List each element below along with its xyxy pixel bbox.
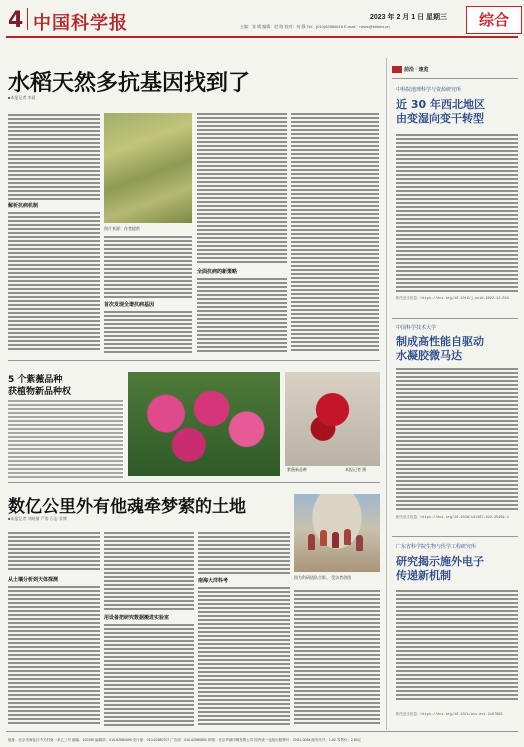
research-photo-caption: 图为科研团队合影。 受访者供图: [294, 575, 352, 580]
person-figure: [308, 534, 315, 550]
rice-subhead-3: 全面抗病的新策略: [197, 269, 238, 275]
dateline: 2023 年 2 月 1 日 星期三: [370, 14, 448, 21]
sidebar-item1-doi: 相关论文信息：https://doi.org/10.1016/j.scib.2022.12.024: [396, 297, 509, 301]
research-body-col2-b: [104, 624, 194, 726]
contact-line: 主编：张 晴 编辑：赵 路 校对：何 静 Tel：(010)62580618 E-mail：news@stimes.cn: [240, 24, 390, 29]
person-figure: [332, 532, 339, 548]
research-body-col1-b: [8, 586, 100, 726]
column-label-marker: [392, 66, 402, 73]
sidebar-item2-doi: 相关论文信息：https://doi.org/10.1038/s41467-022-35459-4: [396, 516, 509, 520]
research-body-col1-a: [8, 532, 100, 572]
flower-headline-line2: 获植物新品种权: [8, 387, 72, 397]
research-body-col3-b: [198, 587, 290, 726]
sidebar-column-label: 前沿 · 速览: [404, 67, 429, 73]
rice-body-col2-a: [104, 236, 192, 298]
sidebar-item3-headline-line1: 研究揭示施外电子: [396, 555, 484, 568]
section-divider-2: [8, 482, 380, 483]
masthead-divider: [27, 8, 28, 30]
sidebar-item2-body: [396, 368, 518, 512]
research-body-col4: [294, 590, 380, 726]
sidebar-item2-headline-line2: 水凝胶微马达: [396, 349, 462, 362]
person-figure: [356, 535, 363, 551]
sidebar-item3-kicker: 广东省科学院生物与医学工程研究所: [396, 544, 477, 550]
flower-caption-left: 紫薇新品种: [287, 467, 307, 472]
rice-body-col1-b: [8, 212, 100, 352]
rice-photo-caption: 图片来源：作者提供: [104, 226, 140, 231]
rice-body-col1-a: [8, 114, 100, 200]
rice-body-col3-a: [197, 113, 287, 263]
research-team-photo: [294, 494, 380, 572]
newspaper-logo: 中国科学报: [33, 13, 128, 34]
rice-subhead-2: 首次发现全谱抗病基因: [104, 302, 155, 308]
research-subhead-2: 用设备把研究数据搬进实验室: [104, 615, 170, 621]
flower-caption-right: 本报记者 摄: [345, 467, 367, 472]
sidebar-item2-kicker: 中国科学技术大学: [396, 325, 437, 331]
rice-photo: [104, 113, 192, 223]
flower-photo-red: [285, 372, 380, 466]
research-byline: ■本报记者 刘晓倩 严涛 石志 张博: [8, 516, 67, 521]
sidebar-rule-1: [392, 318, 518, 319]
person-figure: [344, 529, 351, 545]
masthead-rule: [6, 36, 518, 38]
sidebar-item3-doi: 相关论文信息：https://doi.org/10.1021/acs.est.2c07993: [396, 713, 503, 717]
flower-photo-pink: [128, 372, 280, 476]
sidebar-item1-body: [396, 134, 518, 294]
rice-byline: ■本报记者 李晨: [8, 95, 36, 100]
research-body-col3-a: [198, 532, 290, 574]
flower-headline-line1: 5 个紫薇品种: [8, 375, 63, 385]
footer-rule: [6, 731, 518, 732]
person-figure: [320, 530, 327, 546]
research-body-col2-a: [104, 532, 194, 610]
research-subhead-1: 从土壤分析到天体探测: [8, 577, 59, 583]
research-headline: 数亿公里外有他魂牵梦萦的土地: [8, 497, 246, 517]
sidebar-rule-2: [392, 536, 518, 537]
section-divider-1: [8, 360, 380, 361]
sidebar-item3-headline-line2: 传递新机制: [396, 569, 451, 582]
rice-body-col2-b: [104, 311, 192, 353]
sidebar-item1-headline-line2: 由变湿向变干转型: [396, 112, 484, 125]
sidebar-item1-headline-line1: 近 30 年西北地区: [396, 98, 485, 111]
section-label: 综合: [466, 6, 522, 34]
research-subhead-3: 南海大洋科考: [198, 578, 229, 584]
flower-body: [8, 400, 123, 478]
sidebar-item2-headline-line1: 制成高性能自驱动: [396, 335, 484, 348]
rice-headline: 水稻天然多抗基因找到了: [8, 71, 251, 96]
rice-subhead-1: 解析抗病机制: [8, 203, 39, 209]
sidebar-item3-body: [396, 590, 518, 700]
sidebar-separator: [386, 58, 387, 730]
rice-body-col4: [291, 113, 379, 353]
masthead: [0, 0, 524, 34]
sidebar-rule-top: [392, 78, 518, 79]
page-number: 4: [8, 8, 24, 33]
rice-body-col3-b: [197, 278, 287, 353]
footer-info: 地址：北京市海淀区中关村南一条乙三号 邮编：100190 编辑部：010-62580699 发行部：010-62580707 广告部：010-62580800 印刷：北京华商印刷有限公司 国内统一连续出版物号：CN11-0084 邮发代号：1-82 零售价：2.50元: [8, 738, 362, 742]
sidebar-item1-kicker: 中科院地理科学与资源研究所: [396, 87, 462, 93]
